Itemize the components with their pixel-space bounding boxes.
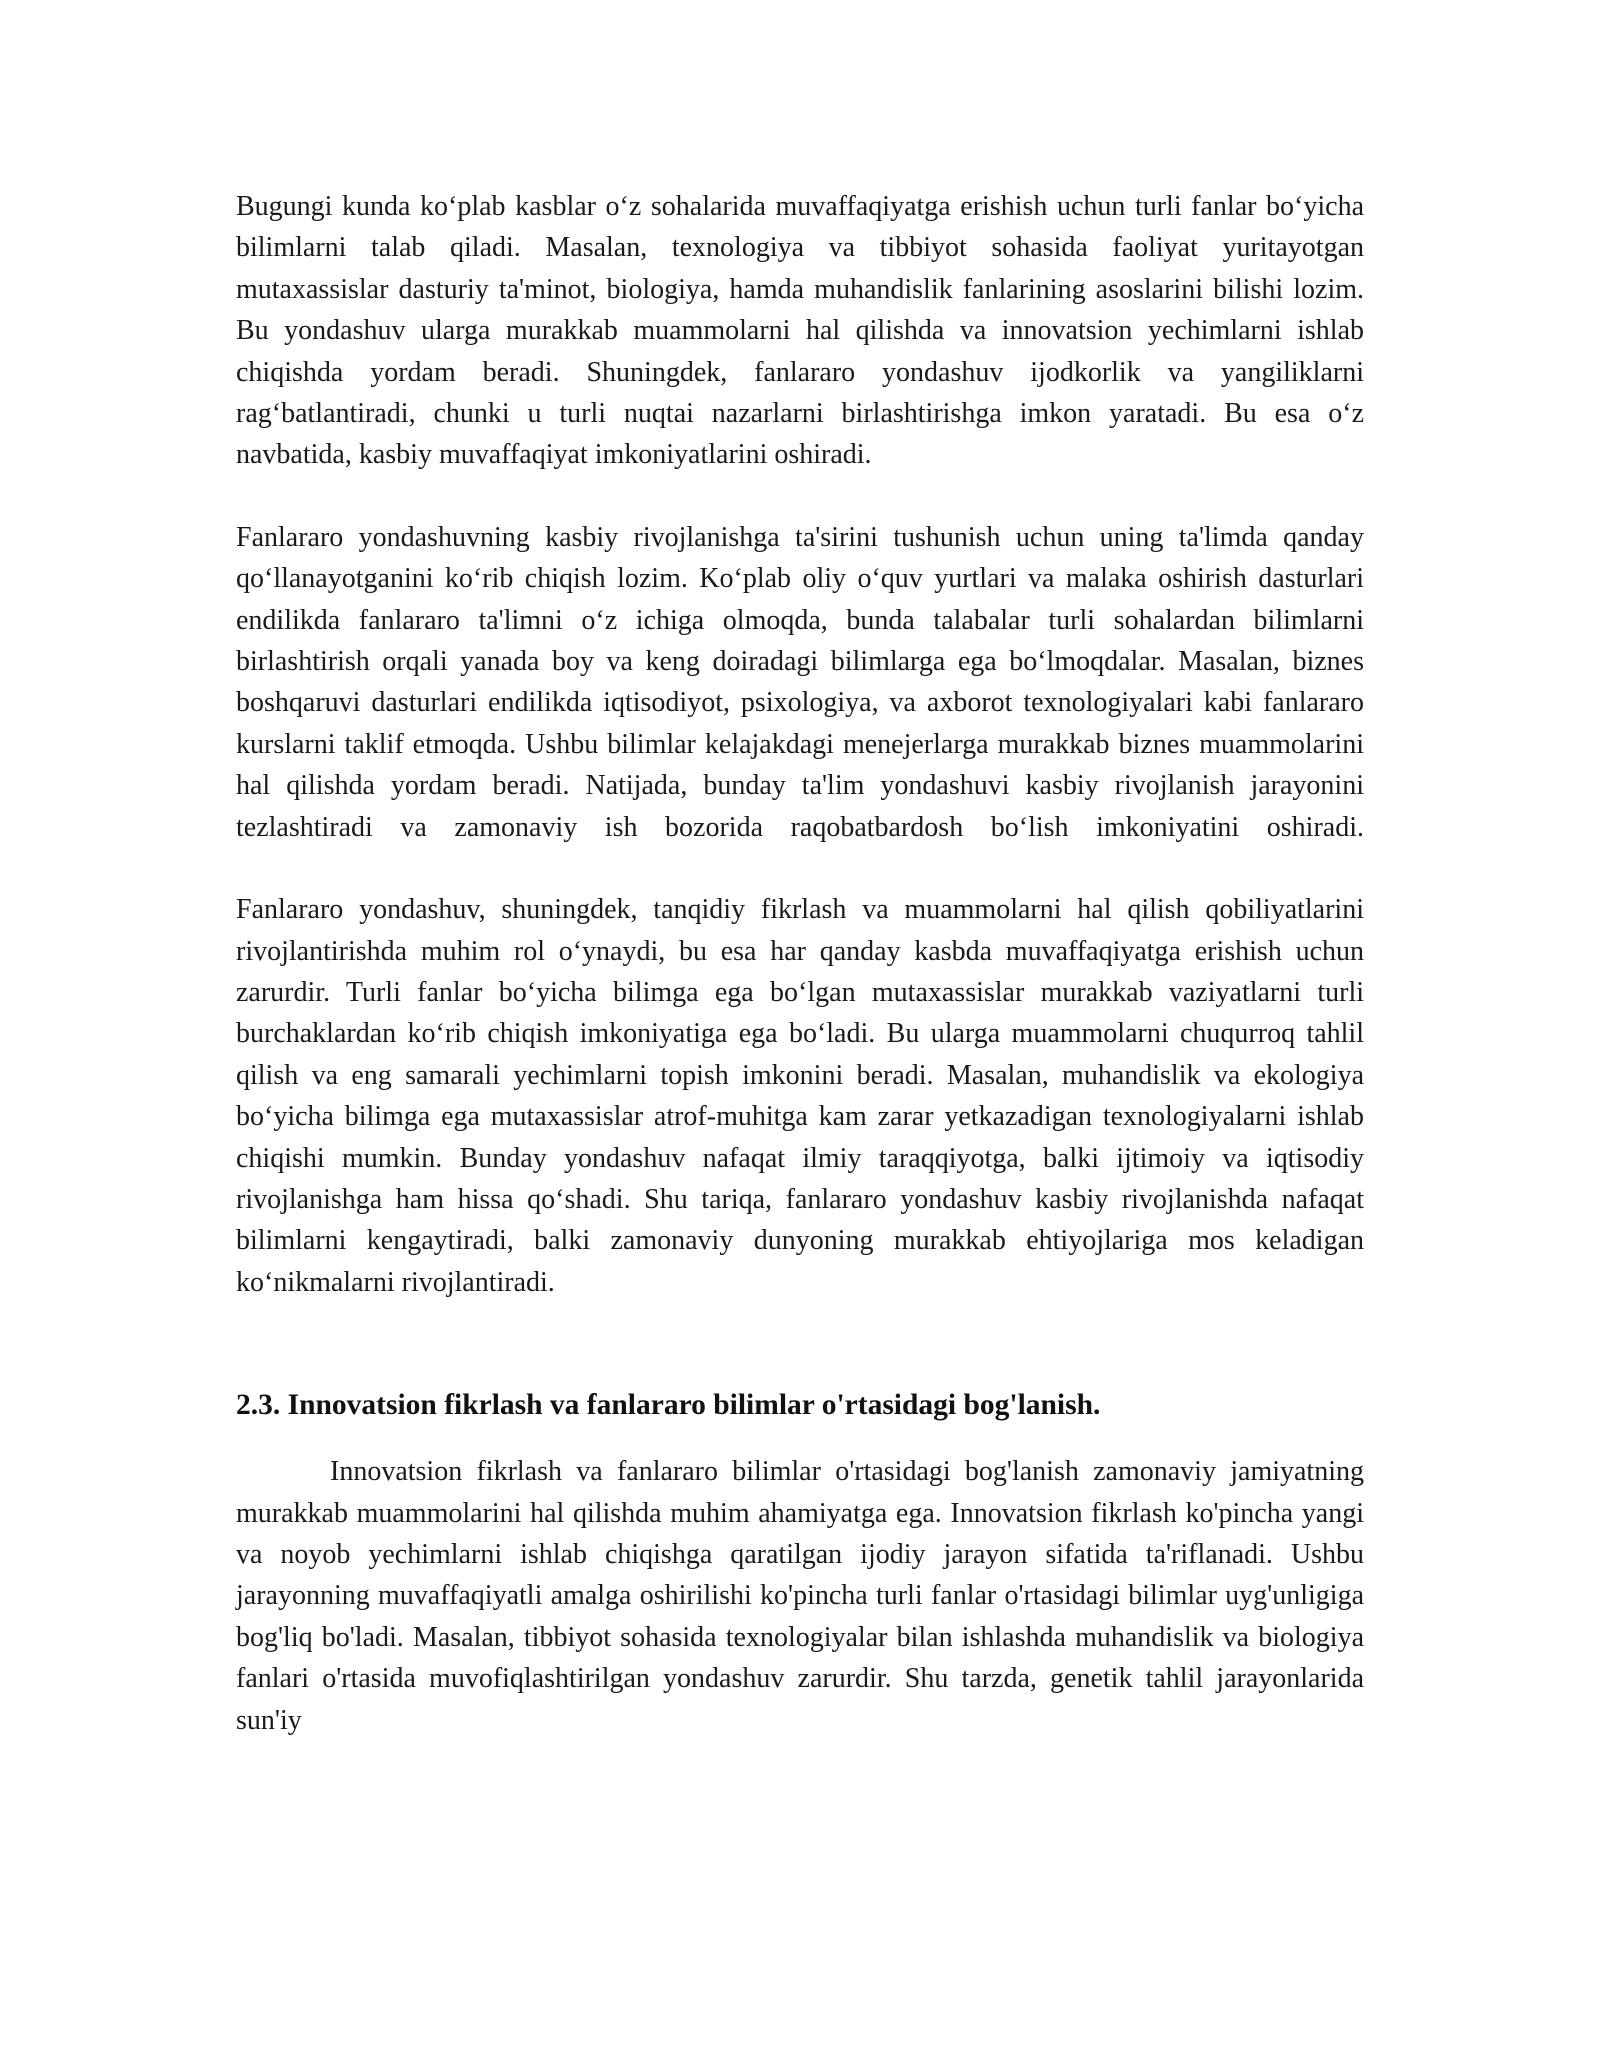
paragraph-1: Bugungi kunda ko‘plab kasblar o‘z sohalarida muvaffaqiyatga erishish uchun turli fanlar bo‘yicha bilimlarni talab qiladi. Masalan, texnologiya va tibbiyot sohasida faoliyat yuritayotgan mutaxassislar dasturiy ta'minot, biologiya, hamda muhandislik fanlarining asoslarini bilishi lozim. Bu yondashuv ularga murakkab muammolarni hal qilishda va innovatsion yechimlarni ishlab chiqishda yordam beradi. Shuningdek, fanlararo yondashuv ijodkorlik va yangiliklarni rag‘batlantiradi, chunki u turli nuqtai nazarlarni birlashtirishga imkon yaratadi. Bu esa o‘z navbatida, kasbiy muvaffaqiyat imkoniyatlarini oshiradi.: [236, 191, 1364, 471]
document-body: [236, 186, 1364, 1741]
section-spacer: [236, 1303, 1364, 1385]
heading-spacer: [236, 1425, 1364, 1451]
paragraph-3: Fanlararo yondashuv, shuningdek, tanqidiy fikrlash va muammolarni hal qilish qobiliyatlarini rivojlantirishda muhim rol o‘ynaydi, bu esa har qanday kasbda muvaffaqiyatga erishish uchun zarurdir. Turli fanlar bo‘yicha bilimga ega bo‘lgan mutaxassislar murakkab vaziyatlarni turli burchaklardan ko‘rib chiqish imkoniyatiga ega bo‘ladi. Bu ularga muammolarni chuqurroq tahlil qilish va eng samarali yechimlarni topish imkonini beradi. Masalan, muhandislik va ekologiya bo‘yicha bilimga ega mutaxassislar atrof-muhitga kam zarar yetkazadigan texnologiyalarni ishlab chiqishi mumkin. Bunday yondashuv nafaqat ilmiy taraqqiyotga, balki ijtimoiy va iqtisodiy rivojlanishga ham hissa qo‘shadi. Shu tariqa, fanlararo yondashuv kasbiy rivojlanishda nafaqat bilimlarni kengaytiradi, balki zamonaviy dunyoning murakkab ehtiyojlariga mos keladigan ko‘nikmalarni rivojlantiradi.: [236, 894, 1364, 1298]
section-heading: 2.3. Innovatsion fikrlash va fanlararo bilimlar o'rtasidagi bog'lanish.: [236, 1389, 1101, 1422]
paragraph-spacer: [236, 848, 1364, 889]
paragraph-spacer: [236, 476, 1364, 517]
section-paragraph: Innovatsion fikrlash va fanlararo bilimlar o'rtasidagi bog'lanish zamonaviy jamiyatning murakkab muammolarini hal qilishda muhim ahamiyatga ega. Innovatsion fikrlash ko'pincha yangi va noyob yechimlarni ishlab chiqishga qaratilgan ijodiy jarayon sifatida ta'riflanadi. Ushbu jarayonning muvaffaqiyatli amalga oshirilishi ko'pincha turli fanlar o'rtasidagi bilimlar uyg'unligiga bog'liq bo'ladi. Masalan, tibbiyot sohasida texnologiyalar bilan ishlashda muhandislik va biologiya fanlari o'rtasida muvofiqlashtirilgan yondashuv zarurdir. Shu tarzda, genetik tahlil jarayonlarida sun'iy: [236, 1456, 1364, 1736]
paragraph-2: Fanlararo yondashuvning kasbiy rivojlanishga ta'sirini tushunish uchun uning ta'limda qanday qo‘llanayotganini ko‘rib chiqish lozim. Ko‘plab oliy o‘quv yurtlari va malaka oshirish dasturlari endilikda fanlararo ta'limni o‘z ichiga olmoqda, bunda talabalar turli sohalardan bilimlarni birlashtirish orqali yanada boy va keng doiradagi bilimlarga ega bo‘lmoqdalar. Masalan, biznes boshqaruvi dasturlari endilikda iqtisodiyot, psixologiya, va axborot texnologiyalari kabi fanlararo kurslarni taklif etmoqda. Ushbu bilimlar kelajakdagi menejerlarga murakkab biznes muammolarini hal qilishda yordam beradi. Natijada, bunday ta'lim yondashuvi kasbiy rivojlanish jarayonini tezlashtiradi va zamonaviy ish bozorida raqobatbardosh bo‘lish imkoniyatini oshiradi.: [236, 521, 1364, 843]
